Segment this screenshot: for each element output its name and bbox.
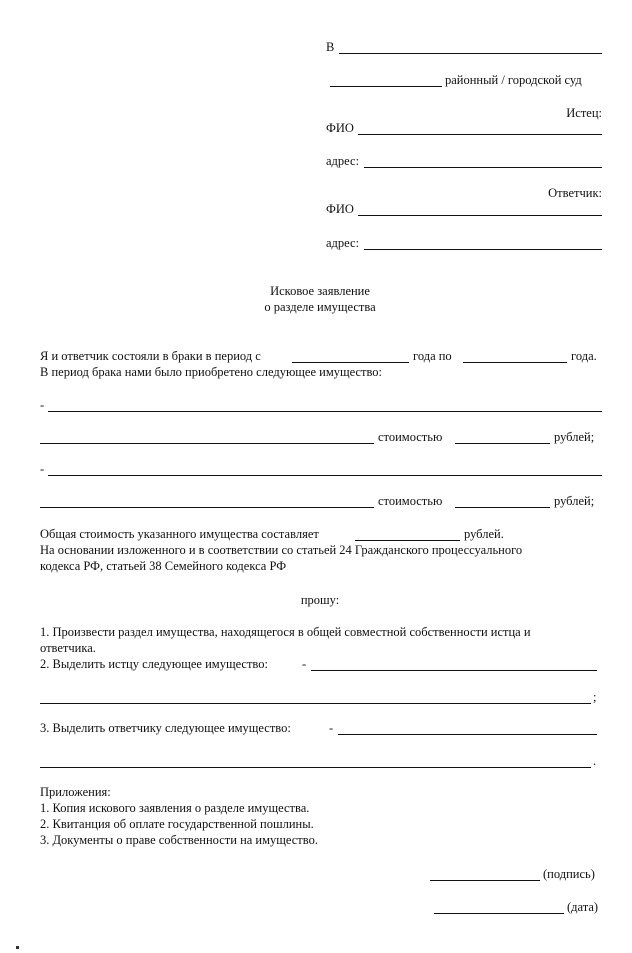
document-title-line2: о разделе имущества: [264, 300, 376, 314]
court-district-field[interactable]: [330, 86, 442, 87]
defendant-fio-label: ФИО: [326, 202, 354, 216]
intro-text-part2: года по: [413, 349, 452, 363]
date-field[interactable]: [434, 913, 564, 914]
legal-basis-line2: кодекса РФ, статьей 38 Семейного кодекса РФ: [40, 559, 287, 573]
request-item3-dash: -: [329, 721, 334, 735]
total-cost-prefix: Общая стоимость указанного имущества составляет: [40, 527, 319, 541]
plaintiff-property-field-2[interactable]: [40, 703, 591, 704]
request-title: прошу:: [300, 593, 340, 607]
request-item3-label: 3. Выделить ответчику следующее имущество:: [40, 721, 291, 735]
plaintiff-fio-field[interactable]: [358, 134, 602, 135]
property-2-rub-label: рублей;: [554, 494, 595, 508]
request-item3-end: .: [593, 754, 597, 768]
intro-text-part1: Я и ответчик состояли в браки в период с: [40, 349, 261, 363]
property-1-dash: -: [40, 398, 45, 412]
request-item2-dash: -: [302, 657, 307, 671]
defendant-property-field[interactable]: [338, 734, 597, 735]
plaintiff-address-label: адрес:: [326, 154, 360, 168]
court-type-label: районный / городской суд: [445, 73, 582, 87]
property-2-cost-label: стоимостью: [378, 494, 443, 508]
defendant-property-field-2[interactable]: [40, 767, 591, 768]
property-1-rub-label: рублей;: [554, 430, 595, 444]
plaintiff-fio-label: ФИО: [326, 121, 354, 135]
court-to-prefix: В: [326, 40, 335, 54]
document-title-line1: Исковое заявление: [270, 284, 370, 298]
property-1-cost-field[interactable]: [455, 443, 550, 444]
marriage-end-field[interactable]: [463, 362, 567, 363]
attachments-title: Приложения:: [40, 785, 111, 799]
defendant-label: Ответчик:: [548, 186, 602, 200]
total-cost-field[interactable]: [355, 540, 460, 541]
property-2-dash: -: [40, 462, 45, 476]
property-1-description-field[interactable]: [48, 411, 602, 412]
defendant-address-label: адрес:: [326, 236, 360, 250]
property-1-description-field-2[interactable]: [40, 443, 374, 444]
request-item2-label: 2. Выделить истцу следующее имущество:: [40, 657, 268, 671]
request-item2-end: ;: [593, 690, 597, 704]
plaintiff-property-field[interactable]: [311, 670, 597, 671]
property-1-cost-label: стоимостью: [378, 430, 443, 444]
attachment-item-3: 3. Документы о праве собственности на имущество.: [40, 833, 318, 847]
request-item1-line1: 1. Произвести раздел имущества, находящегося в общей совместной собственности истца и: [40, 625, 531, 639]
attachment-item-2: 2. Квитанция об оплате государственной пошлины.: [40, 817, 314, 831]
property-2-cost-field[interactable]: [455, 507, 550, 508]
plaintiff-address-field[interactable]: [364, 167, 602, 168]
marriage-start-field[interactable]: [292, 362, 409, 363]
legal-basis-line1: На основании изложенного и в соответствии со статьей 24 Гражданского процессуального: [40, 543, 523, 557]
signature-label: (подпись): [543, 867, 595, 881]
plaintiff-label: Истец:: [566, 106, 602, 120]
court-name-field[interactable]: [339, 53, 602, 54]
attachment-item-1: 1. Копия искового заявления о разделе имущества.: [40, 801, 310, 815]
property-2-description-field-2[interactable]: [40, 507, 374, 508]
signature-field[interactable]: [430, 880, 540, 881]
date-label: (дата): [567, 900, 599, 914]
property-2-description-field[interactable]: [48, 475, 602, 476]
intro-text-line2: В период брака нами было приобретено следующее имущество:: [40, 365, 383, 379]
corner-mark: [16, 946, 19, 949]
intro-text-part3: года.: [571, 349, 597, 363]
defendant-fio-field[interactable]: [358, 215, 602, 216]
request-item1-line2: ответчика.: [40, 641, 96, 655]
defendant-address-field[interactable]: [364, 249, 602, 250]
total-cost-suffix: рублей.: [464, 527, 504, 541]
